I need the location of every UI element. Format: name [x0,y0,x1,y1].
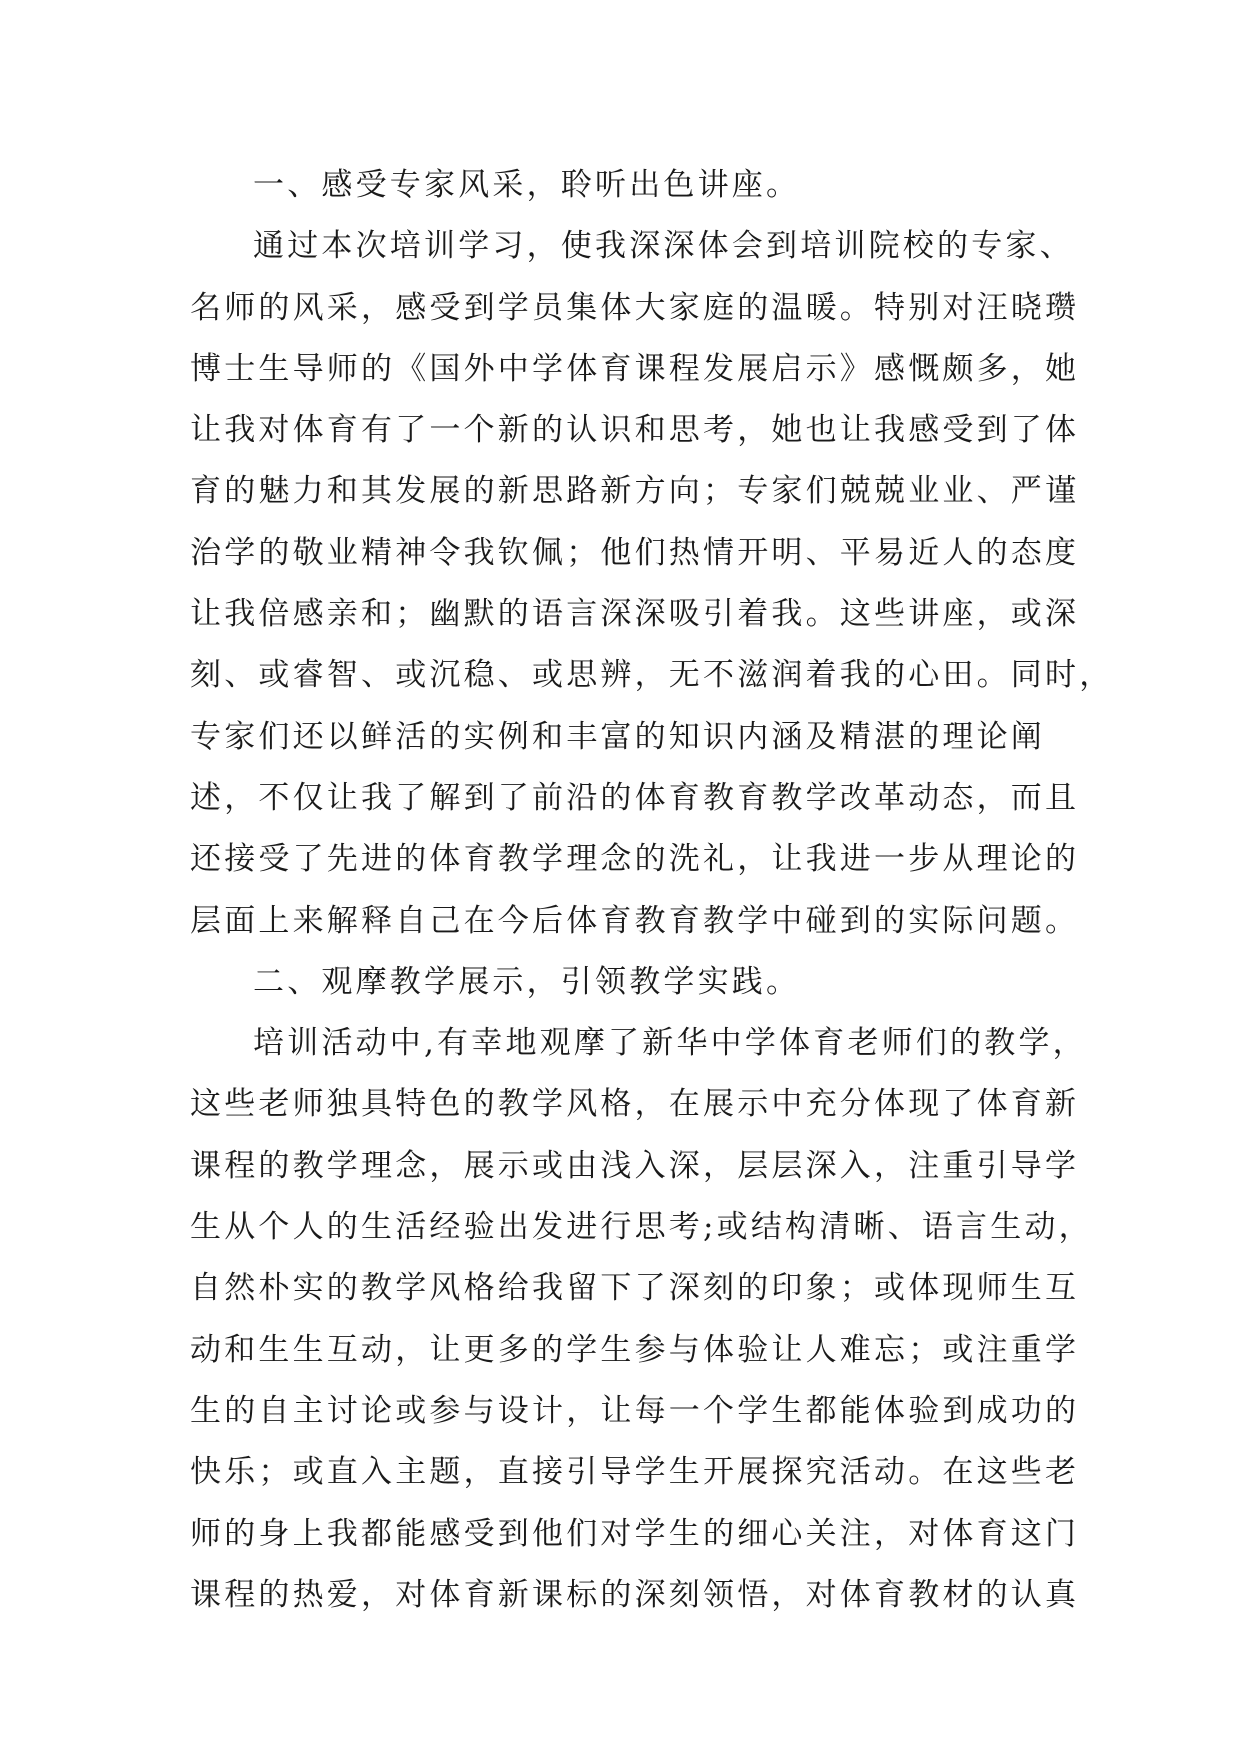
paragraph-line: 生的自主讨论或参与设计，让每一个学生都能体验到成功的 [190,1392,1080,1429]
section-heading-1: 一、感受专家风采，聆听出色讲座。 [253,167,801,203]
paragraph-line: 课程的热爱，对体育新课标的深刻领悟，对体育教材的认真 [190,1576,1080,1613]
paragraph-line: 专家们还以鲜活的实例和丰富的知识内涵及精湛的理论阐 [190,718,1045,755]
paragraph-line: 这些老师独具特色的教学风格，在展示中充分体现了体育新 [190,1086,1080,1123]
paragraph-line: 动和生生互动，让更多的学生参与体验让人难忘；或注重学 [190,1331,1080,1368]
paragraph-line: 述，不仅让我了解到了前沿的体育教育教学改革动态，而且 [190,779,1080,816]
paragraph-line: 课程的教学理念，展示或由浅入深，层层深入，注重引导学 [190,1147,1080,1184]
paragraph-line: 层面上来解释自己在今后体育教育教学中碰到的实际问题。 [190,902,1080,939]
paragraph-line: 让我倍感亲和；幽默的语言深深吸引着我。这些讲座，或深 [190,596,1080,633]
paragraph-line: 自然朴实的教学风格给我留下了深刻的印象；或体现师生互 [190,1270,1080,1307]
paragraph-line: 师的身上我都能感受到他们对学生的细心关注，对体育这门 [190,1515,1080,1552]
paragraph-line: 博士生导师的《国外中学体育课程发展启示》感慨颇多，她 [190,350,1080,387]
section-heading-2: 二、观摩教学展示，引领教学实践。 [253,963,801,1000]
paragraph-line: 刻、或睿智、或沉稳、或思辨，无不滋润着我的心田。同时， [190,657,1114,694]
paragraph-line: 让我对体育有了一个新的认识和思考，她也让我感受到了体 [190,412,1080,449]
paragraph-line: 通过本次培训学习，使我深深体会到培训院校的专家、 [253,228,1074,265]
paragraph-line: 还接受了先进的体育教学理念的洗礼，让我进一步从理论的 [190,841,1080,878]
paragraph-line: 治学的敬业精神令我钦佩；他们热情开明、平易近人的态度 [190,534,1080,571]
document-body [190,155,1114,1626]
paragraph-line: 快乐；或直入主题，直接引导学生开展探究活动。在这些老 [190,1454,1080,1491]
paragraph-line: 培训活动中,有幸地观摩了新华中学体育老师们的教学， [253,1025,1087,1062]
paragraph-line: 名师的风采，感受到学员集体大家庭的温暖。特别对汪晓瓒 [190,289,1080,326]
paragraph-line: 育的魅力和其发展的新思路新方向；专家们兢兢业业、严谨 [190,473,1080,510]
paragraph-line: 生从个人的生活经验出发进行思考;或结构清晰、语言生动， [190,1209,1093,1246]
